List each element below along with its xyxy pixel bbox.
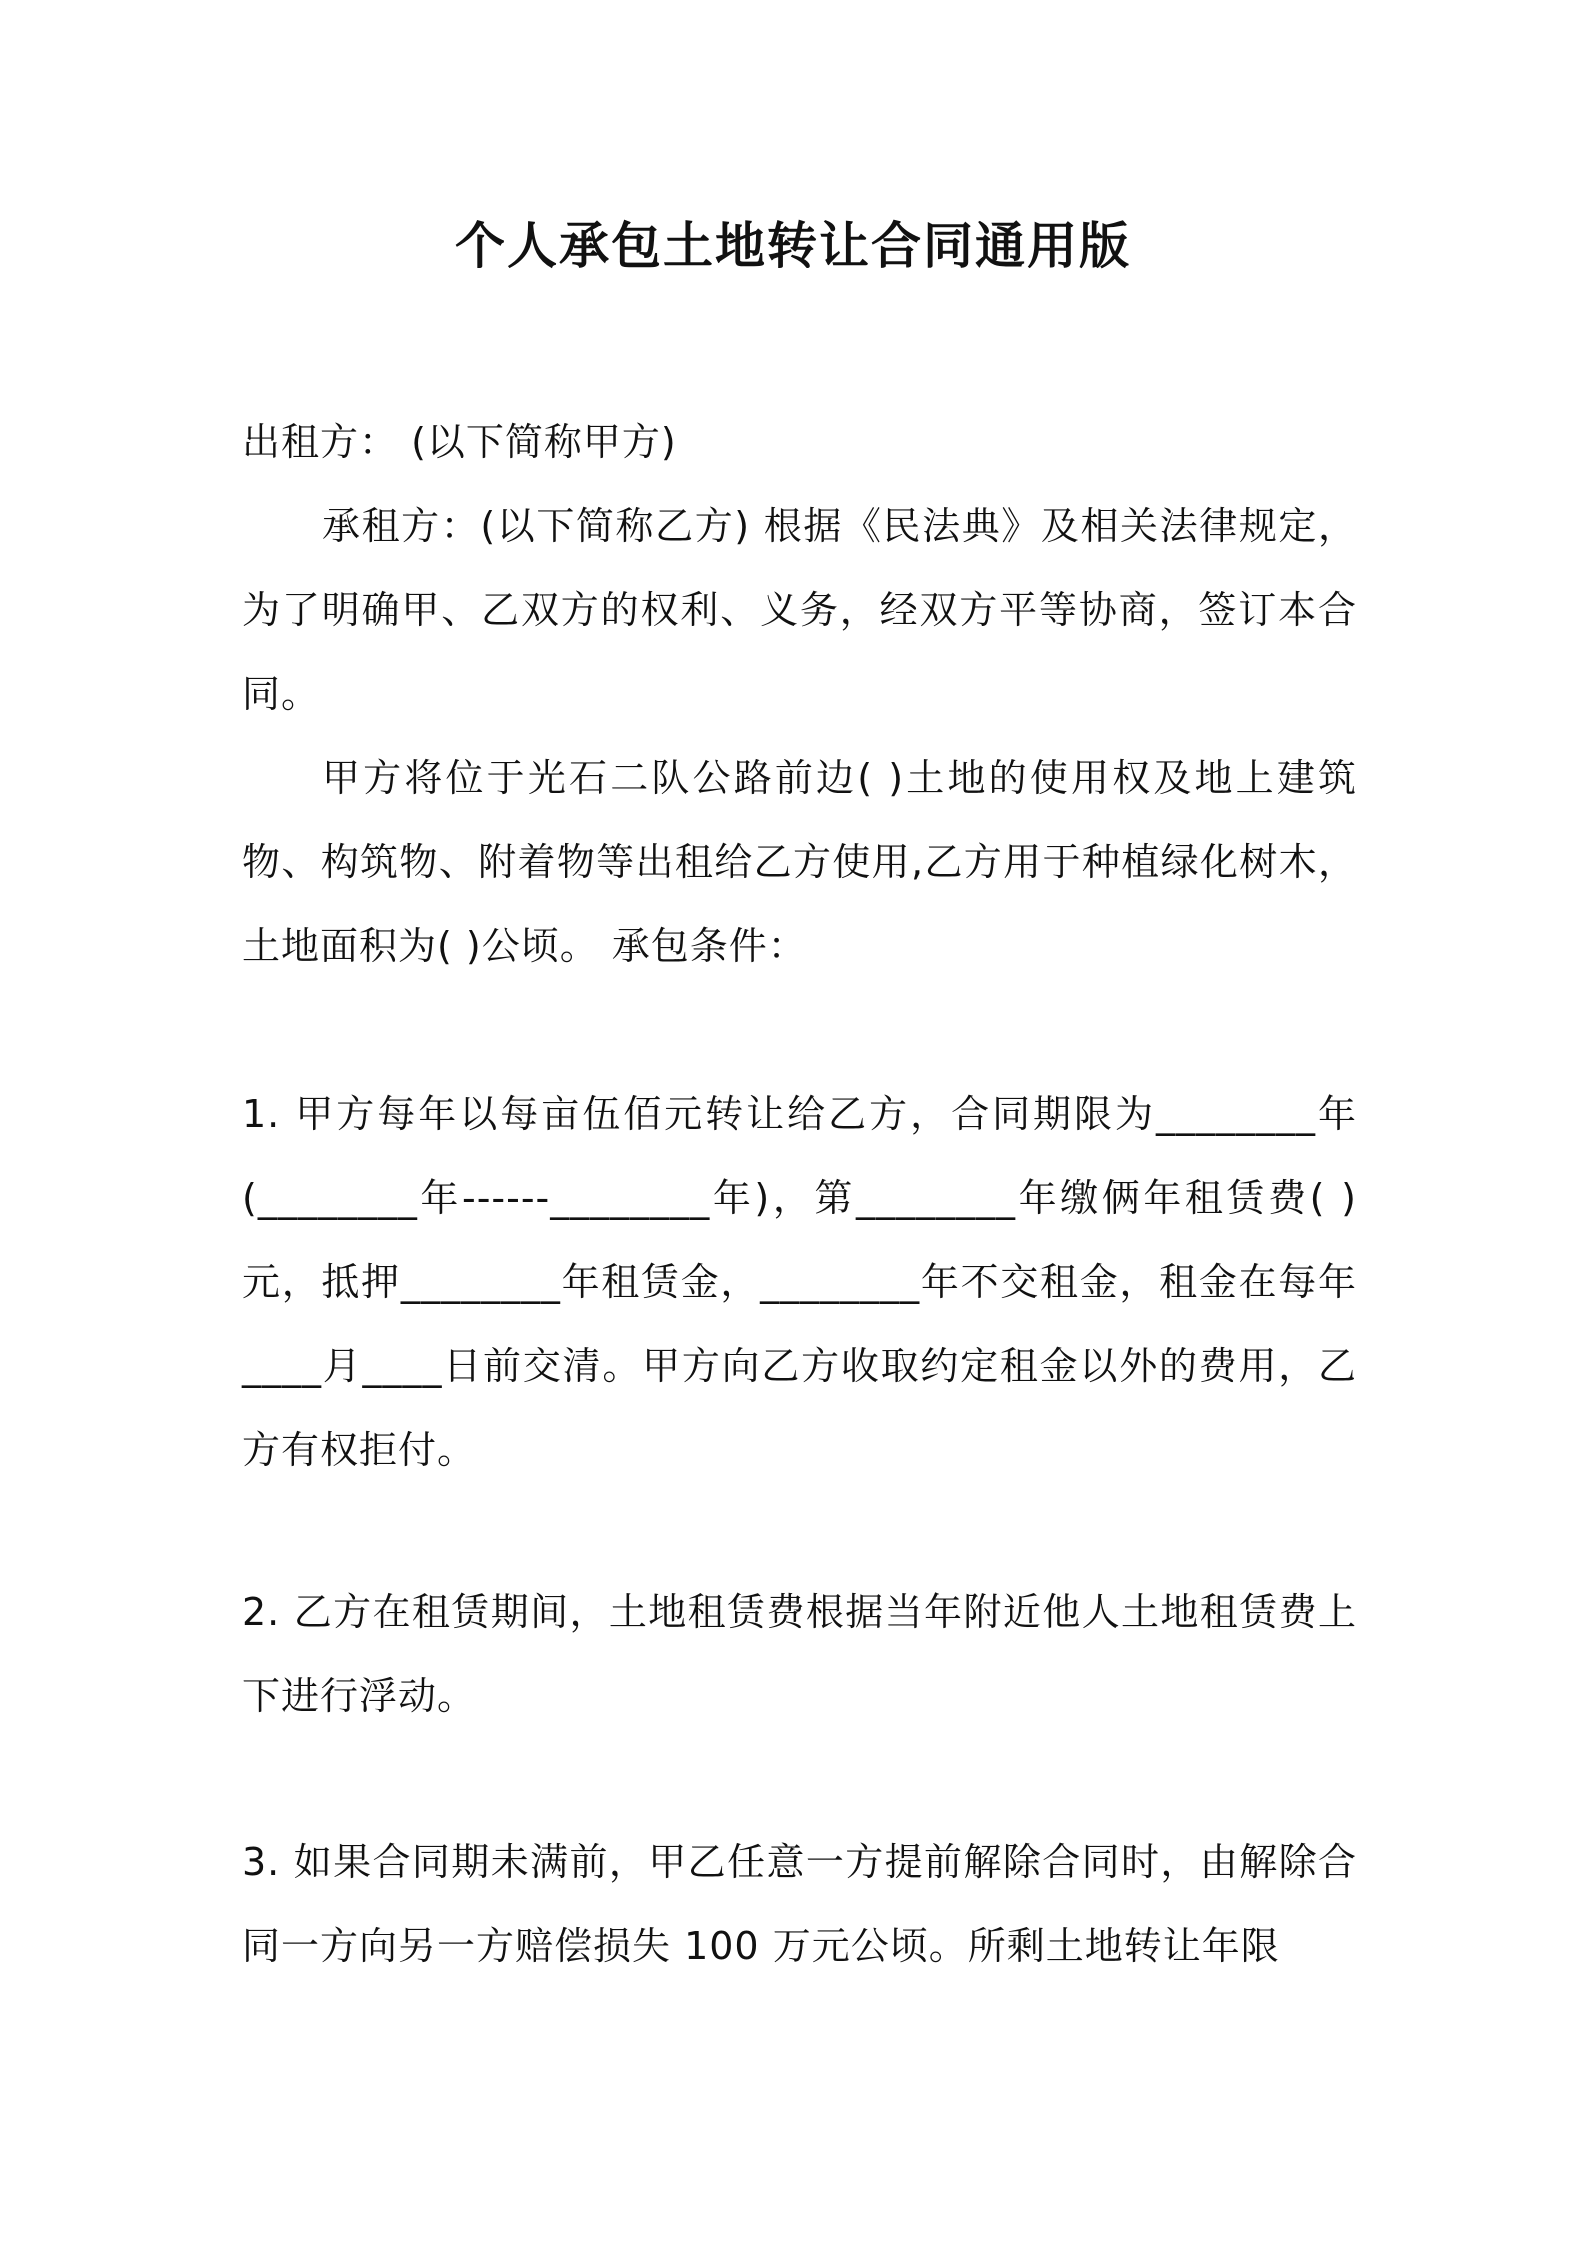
clause-3-block [242,1820,1357,1988]
clause-1: 1. 甲方每年以每亩伍佰元转让给乙方，合同期限为________年(________年------________年)，第________年缴俩年租赁费( )元，抵押________年租赁金，________年不交租金，租金在每年____月____日前交清。甲方向乙方收取约定租金以外的费用，乙方有权拒付。 [242,1092,1357,1472]
document-title: 个人承包土地转让合同通用版 [455,217,1131,275]
document-body-intro [242,400,1357,988]
clause-1-block [242,1072,1357,1492]
clause-2-block [242,1570,1357,1738]
land-paragraph: 甲方将位于光石二队公路前边( )土地的使用权及地上建筑物、构筑物、附着物等出租给乙方使用,乙方用于种植绿化树木，土地面积为( )公顷。 承包条件： [242,756,1357,968]
lessor-line: 出租方： (以下简称甲方) [242,420,677,464]
clause-2: 2. 乙方在租赁期间，土地租赁费根据当年附近他人土地租赁费上下进行浮动。 [242,1590,1357,1718]
clause-3: 3. 如果合同期未满前，甲乙任意一方提前解除合同时，由解除合同一方向另一方赔偿损失 100 万元公顷。所剩土地转让年限 [242,1840,1357,1968]
lessee-paragraph: 承租方：(以下简称乙方) 根据《民法典》及相关法律规定，为了明确甲、乙双方的权利、义务，经双方平等协商，签订本合同。 [242,504,1357,716]
